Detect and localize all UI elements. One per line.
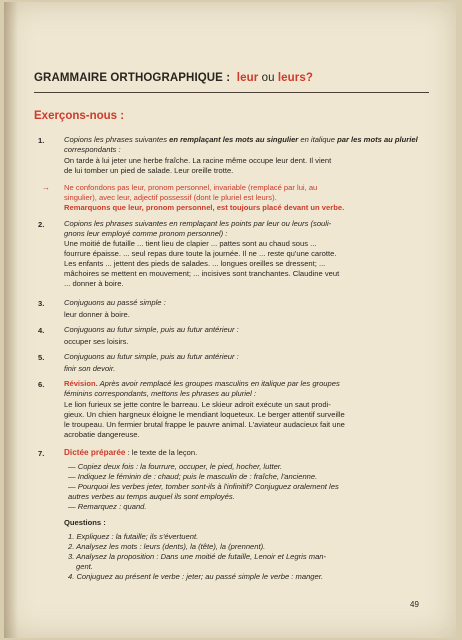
ex4-body: occuper ses loisirs.: [64, 337, 129, 346]
ex7-dictation-4: autres verbes au temps auquel ils sont employés.: [68, 492, 235, 501]
ex6-line-2: gieux. Un chien hargneux éloigne le mendiant loqueteux. Le berger attentif surveille: [64, 410, 345, 419]
exercise-1-note: [64, 183, 436, 213]
exercise-6: [64, 379, 436, 440]
ex6-instruction-2: féminins correspondants, mettons les phrases au pluriel :: [64, 389, 257, 398]
ex3-instruction: Conjuguons au passé simple :: [64, 298, 166, 307]
section-heading: Exerçons-nous :: [34, 110, 125, 122]
exercise-3: [64, 298, 436, 320]
question-3-line-1: 3. Analysez la proposition : Dans une moitié de futaille, Lenoir et Legris man-: [68, 552, 327, 561]
exercise-5-number: 5.: [38, 353, 45, 362]
title-ou: ou: [261, 72, 275, 84]
exercise-6-number: 6.: [38, 380, 45, 389]
ex1-instruction-d: par les mots au pluriel: [337, 135, 418, 144]
ex1-instruction-e: correspondants :: [64, 145, 121, 154]
note-arrow-icon: →: [42, 183, 50, 192]
ex1-instruction-b: en remplaçant les mots au singulier: [169, 135, 299, 144]
ex2-instruction-2: gnons leur employé comme pronom personnel) :: [64, 229, 228, 238]
ex6-line-1: Le lion furieux se jette contre le barreau. Le skieur adroit exécute un saut prodi-: [64, 400, 331, 409]
exercise-5: [64, 352, 436, 374]
title-rule: [34, 92, 429, 93]
ex2-line-2: fourrure épaisse. ... seul repas dure toute la journée. Il ne ... reste qu'une carotte.: [64, 249, 337, 258]
ex7-dictation-5: — Remarquez : quand.: [68, 502, 147, 511]
ex7-dictation-3: — Pourquoi les verbes jeter, tomber sont-ils à l'infinitif? Conjuguez oralement les: [68, 482, 339, 491]
exercise-7-number: 7.: [38, 449, 45, 458]
exercise-7: [64, 448, 436, 582]
ex4-instruction: Conjuguons au futur simple, puis au futur antérieur :: [64, 325, 239, 334]
page-spine-shadow: [4, 2, 18, 638]
ex1-line-2: de lui tomber un pied de salade. Leur oreille trotte.: [64, 166, 234, 175]
ex5-instruction: Conjuguons au futur simple, puis au futur antérieur :: [64, 352, 239, 361]
ex6-line-4: acrobatie dangereuse.: [64, 430, 140, 439]
ex7-label-rest: : le texte de la leçon.: [125, 448, 198, 457]
question-2: 2. Analysez les mots : leurs (dents), la (tête), la (prennent).: [68, 542, 266, 551]
ex6-line-3: le troupeau. Un fermier brutal frappe le pauvre animal. L'aviateur audacieux fait une: [64, 420, 345, 429]
exercise-4: [64, 325, 436, 347]
ex1-note-line-2: singulier), avec leur, adjectif possessif (dont le pluriel est leurs).: [64, 193, 277, 202]
ex2-instruction-1: Copions les phrases suivantes en remplaçant les points par leur ou leurs (souli-: [64, 219, 332, 228]
exercise-2-number: 2.: [38, 220, 45, 229]
book-page: [4, 2, 456, 638]
page-title: [34, 72, 434, 84]
exercise-2: [64, 219, 436, 289]
title-main: GRAMMAIRE ORTHOGRAPHIQUE :: [34, 72, 231, 84]
ex6-instruction-1: Après avoir remplacé les groupes masculins en italique par les groupes: [99, 379, 340, 388]
ex2-line-4: mâchoires se mettent en mouvement; ... incisives sont tranchantes. Claudine veut: [64, 269, 340, 278]
ex1-line-1: On tarde à lui jeter une herbe fraîche. La racine même occupe leur dent. Il vient: [64, 156, 332, 165]
questions-heading: Questions :: [64, 518, 106, 527]
ex6-label: Révision.: [64, 379, 98, 388]
ex2-line-5: ... donner à boire.: [64, 279, 124, 288]
ex7-label: Dictée préparée: [64, 448, 126, 457]
ex2-line-3: Les enfants ... jettent des pieds de salades. ... longues oreilles se dressent; ...: [64, 259, 326, 268]
question-4: 4. Conjuguez au présent le verbe : jeter; au passé simple le verbe : manger.: [68, 572, 324, 581]
ex7-dictation-1: — Copiez deux fois : la fourrure, occuper, le pied, hocher, lutter.: [68, 462, 283, 471]
ex1-remark: Remarquons que leur, pronom personnel, est toujours placé devant un verbe.: [64, 203, 345, 212]
title-leur: leur: [236, 72, 259, 84]
exercise-4-number: 4.: [38, 326, 45, 335]
ex3-body: leur donner à boire.: [64, 310, 130, 319]
exercise-1-number: 1.: [38, 136, 45, 145]
ex1-instruction-a: Copions les phrases suivantes: [64, 135, 170, 144]
question-1: 1. Expliquez : la futaille; ils s'évertuent.: [68, 532, 199, 541]
exercise-3-number: 3.: [38, 299, 45, 308]
ex1-instruction-c: en italique: [298, 135, 338, 144]
ex5-body: finir son devoir.: [64, 364, 116, 373]
ex2-line-1: Une moitié de futaille ... tient lieu de clapier ... pattes sont au chaud sous ...: [64, 239, 317, 248]
ex1-note-line-1: Ne confondons pas leur, pronom personnel, invariable (remplacé par lui, au: [64, 183, 318, 192]
exercise-1: [64, 135, 436, 176]
ex7-dictation-2: — Indiquez le féminin de : chaud; puis le masculin de : fraîche, l'ancienne.: [68, 472, 318, 481]
page-number: 49: [410, 600, 419, 609]
title-leurs: leurs?: [277, 72, 313, 84]
question-3-line-2: gent.: [76, 562, 93, 571]
